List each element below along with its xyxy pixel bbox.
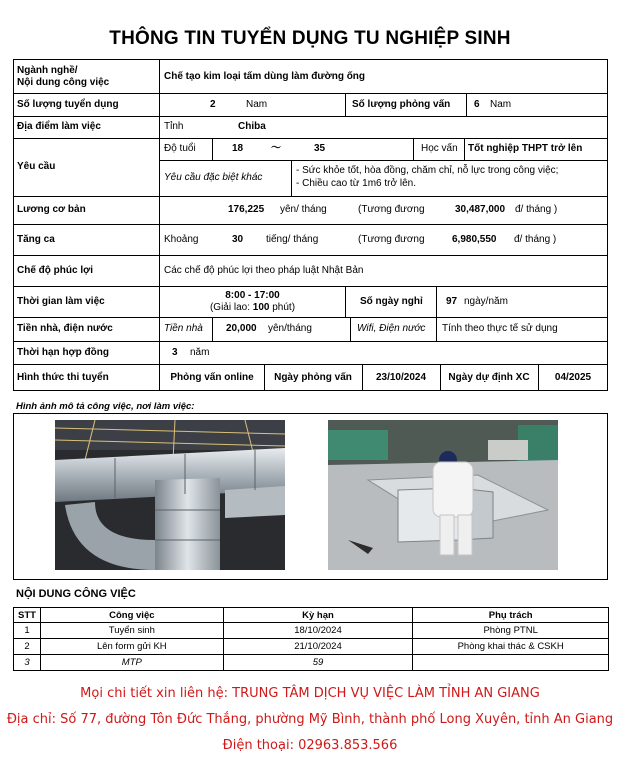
field-label-requirements: Yêu cầu: [17, 161, 56, 172]
field-unit-salary: yên/ tháng: [280, 204, 327, 215]
field-value-special-req-1: - Sức khỏe tốt, hòa đồng, chăm chỉ, nỗ lực trong công việc;: [296, 165, 559, 176]
field-value-interview-count: 6: [474, 99, 480, 110]
table-cell: MTP: [40, 655, 223, 671]
field-unit-overtime-equiv: đ/ tháng ): [514, 234, 557, 245]
field-label-housing: Tiền nhà, điện nước: [17, 323, 113, 334]
column-header: Kỳ hạn: [223, 608, 413, 623]
field-value-rent: 20,000: [226, 323, 257, 334]
field-value-age-min: 18: [232, 143, 244, 154]
page-title: THÔNG TIN TUYỂN DỤNG TU NGHIỆP SINH: [109, 28, 511, 49]
field-value-departure-date: 04/2025: [554, 372, 592, 383]
field-value-quantity: 2: [210, 99, 216, 110]
field-unit-contract: năm: [190, 347, 210, 358]
field-value-province: Chiba: [238, 121, 266, 132]
field-value-age-max: 35: [314, 143, 326, 154]
field-label-salary: Lương cơ bản: [17, 204, 86, 215]
field-label-utilities: Wifi, Điện nước: [357, 323, 426, 334]
field-age-separator: ～: [271, 143, 281, 154]
field-value-salary: 176,225: [228, 204, 265, 215]
field-value-working-hours: 8:00 - 17:00: [225, 290, 280, 301]
field-value-education: Tốt nghiệp THPT trở lên: [468, 143, 583, 154]
address-line: Địa chỉ: Số 77, đường Tôn Đức Thắng, phường Mỹ Bình, thành phố Long Xuyên, tỉnh An Giang: [6, 712, 614, 727]
table-cell: Lên form gửi KH: [40, 639, 223, 655]
table-cell: Phòng PTNL: [413, 623, 609, 639]
contact-line: Mọi chi tiết xin liên hệ: TRUNG TÂM DỊCH VỤ VIỆC LÀM TỈNH AN GIANG: [80, 686, 540, 701]
field-label-contract: Thời hạn hợp đồng: [17, 347, 109, 358]
field-unit-quantity: Nam: [246, 99, 268, 110]
jobs-table: [13, 607, 609, 671]
field-label-working-hours: Thời gian làm việc: [17, 296, 105, 307]
field-label-overtime-equiv: (Tương đương: [358, 234, 425, 245]
phone-line: Điện thoại: 02963.853.566: [222, 738, 398, 753]
field-unit-days-off: ngày/năm: [464, 296, 508, 307]
table-cell: 3: [14, 655, 41, 671]
field-label-job: Ngành nghề/ Nội dung công việc: [17, 65, 110, 88]
field-value-overtime: 30: [232, 234, 244, 245]
field-label-days-off: Số ngày nghỉ: [360, 296, 423, 307]
field-value-break: (Giải lao: 100 phút): [209, 302, 296, 313]
field-label-interview-date: Ngày phỏng vấn: [274, 372, 352, 383]
field-value-contract: 3: [172, 347, 178, 358]
table-row: [14, 639, 609, 655]
table-cell: 1: [14, 623, 41, 639]
worker-sheet-metal-photo: [328, 420, 558, 570]
field-value-salary-equiv: 30,487,000: [455, 204, 506, 215]
field-value-exam-type: Phỏng vấn online: [170, 372, 254, 383]
field-value-utilities: Tính theo thực tế sử dụng: [442, 323, 558, 334]
field-value-days-off: 97: [446, 296, 458, 307]
column-header: Công việc: [40, 608, 223, 623]
table-cell: 59: [223, 655, 413, 671]
table-cell: 18/10/2024: [223, 623, 413, 639]
field-label-province: Tỉnh: [164, 121, 184, 132]
field-label-quantity: Số lượng tuyển dụng: [17, 99, 119, 110]
field-label-welfare: Chế độ phúc lợi: [17, 265, 93, 276]
field-label-departure-date: Ngày dự định XC: [448, 372, 530, 383]
table-cell: 2: [14, 639, 41, 655]
column-header: STT: [14, 608, 41, 623]
field-label-salary-equiv: (Tương đương: [358, 204, 425, 215]
field-value-job: Chế tạo kim loại tấm dùng làm đường ống: [164, 71, 366, 82]
table-header-row: [14, 608, 609, 623]
table-cell: [413, 655, 609, 671]
field-label-education: Học vấn: [421, 143, 458, 154]
jobs-heading: NỘI DUNG CÔNG VIỆC: [16, 588, 136, 600]
field-label-interview-count: Số lượng phỏng vấn: [352, 99, 451, 110]
field-label-overtime: Tăng ca: [17, 234, 55, 245]
table-cell: Tuyển sinh: [40, 623, 223, 639]
column-header: Phụ trách: [413, 608, 609, 623]
table-cell: 21/10/2024: [223, 639, 413, 655]
field-unit-interview-count: Nam: [490, 99, 512, 110]
table-row: [14, 623, 609, 639]
table-row: [14, 655, 609, 671]
field-label-location: Địa điểm làm việc: [17, 121, 101, 132]
field-label-rent: Tiền nhà: [164, 323, 203, 334]
ductwork-photo: [55, 420, 285, 570]
field-label-age: Độ tuổi: [164, 143, 196, 154]
field-value-special-req-2: - Chiều cao từ 1m6 trở lên.: [296, 178, 416, 189]
field-unit-salary-equiv: đ/ tháng ): [515, 204, 558, 215]
field-unit-overtime: tiếng/ tháng: [266, 234, 319, 245]
field-unit-rent: yên/tháng: [268, 323, 312, 334]
field-label-special-req: Yêu cầu đặc biệt khác: [164, 172, 263, 183]
field-value-interview-date: 23/10/2024: [375, 372, 427, 383]
field-value-welfare: Các chế độ phúc lợi theo pháp luật Nhật Bản: [164, 265, 364, 276]
field-label-overtime-about: Khoảng: [164, 234, 199, 245]
images-caption: Hình ảnh mô tả công việc, nơi làm việc:: [16, 401, 195, 412]
field-label-exam-type: Hình thức thi tuyển: [17, 372, 109, 383]
table-cell: Phòng khai thác & CSKH: [413, 639, 609, 655]
field-value-overtime-equiv: 6,980,550: [452, 234, 497, 245]
